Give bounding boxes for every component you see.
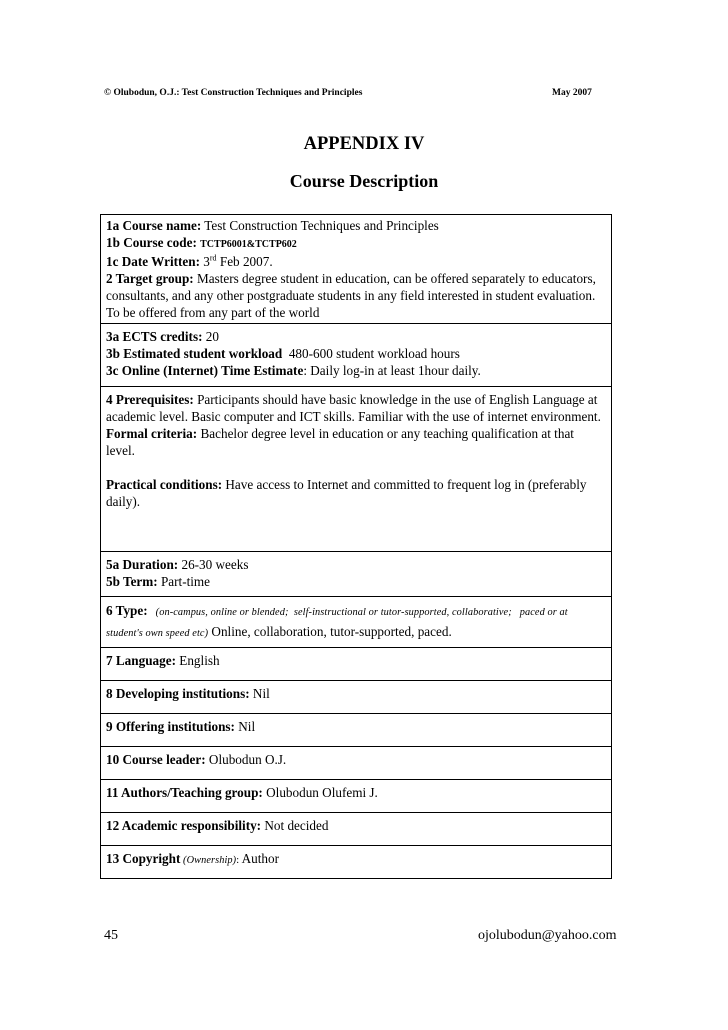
- copyright-value: Author: [241, 851, 280, 866]
- date-suffix: rd: [209, 253, 217, 263]
- page-number: 45: [104, 928, 118, 943]
- table-row-credits: [101, 324, 612, 387]
- prerequisites-label: 4 Prerequisites:: [106, 392, 194, 407]
- type-value: Online, collaboration, tutor-supported, paced.: [208, 624, 452, 639]
- table-row-course-info: [101, 215, 612, 324]
- duration-value: 26-30 weeks: [178, 557, 249, 572]
- target-group-line: [106, 270, 606, 321]
- online-time-label: 3c Online (Internet) Time Estimate: [106, 363, 304, 378]
- table-cell: [101, 714, 612, 747]
- offering-institutions-label: 9 Offering institutions:: [106, 719, 235, 734]
- practical-conditions-value: Have access to Internet and committed to frequent log in (preferably daily).: [106, 477, 587, 509]
- date-written-line: [106, 253, 606, 270]
- duration-label: 5a Duration:: [106, 557, 179, 572]
- course-leader-value: Olubodun O.J.: [205, 752, 287, 767]
- course-code-label: 1b Course code:: [106, 235, 197, 250]
- table-row-authors: [101, 780, 612, 813]
- formal-criteria-value: Bachelor degree level in education or any teaching qualification at that level.: [106, 426, 574, 458]
- date-written-label: 1c Date Written:: [106, 254, 200, 269]
- academic-responsibility-label: 12 Academic responsibility:: [106, 818, 262, 833]
- course-name-line: [106, 217, 606, 234]
- academic-responsibility-value: Not decided: [261, 818, 329, 833]
- table-cell: [101, 648, 612, 681]
- date-day: 3: [200, 254, 210, 269]
- copyright-label: 13 Copyright: [106, 851, 181, 866]
- table-cell: [101, 846, 612, 879]
- table-row-copyright: [101, 846, 612, 879]
- formal-criteria-label: Formal criteria:: [106, 426, 198, 441]
- authors-value: Olubodun Olufemi J.: [262, 785, 378, 800]
- appendix-title: [0, 134, 728, 155]
- language-value: English: [175, 653, 220, 668]
- workload-label: 3b Estimated student workload: [106, 346, 283, 361]
- course-description-table: [100, 214, 612, 879]
- formal-criteria-line: [106, 425, 606, 459]
- table-cell: [101, 747, 612, 780]
- term-value: Part-time: [157, 574, 211, 589]
- table-row-offering-institutions: [101, 714, 612, 747]
- course-name-label: 1a Course name:: [106, 218, 202, 233]
- developing-institutions-value: Nil: [249, 686, 270, 701]
- course-code-line: [106, 234, 606, 253]
- type-hint: (on-campus, online or blended; self-instructional or tutor-supported, collaborative; paced or at student's own speed etc): [106, 607, 571, 639]
- online-time-line: [106, 362, 606, 379]
- table-cell: [101, 552, 612, 597]
- table-cell: [101, 681, 612, 714]
- table-row-type: [101, 597, 612, 648]
- table-row-duration: [101, 552, 612, 597]
- table-cell: [101, 324, 612, 387]
- prerequisites-value: Participants should have basic knowledge in the use of English Language at academic level. Basic computer and ICT skills. Familiar with the use of internet environment.: [106, 392, 601, 424]
- developing-institutions-label: 8 Developing institutions:: [106, 686, 250, 701]
- footer-email: ojolubodun@yahoo.com: [478, 928, 617, 943]
- table-cell: [101, 813, 612, 846]
- running-header-date: May 2007: [552, 88, 592, 98]
- copyright-colon: :: [236, 855, 242, 866]
- target-group-label: 2 Target group:: [106, 271, 194, 286]
- ects-label: 3a ECTS credits:: [106, 329, 203, 344]
- course-description-text: Course Description: [289, 171, 439, 191]
- course-leader-label: 10 Course leader:: [106, 752, 206, 767]
- table-cell: [101, 597, 612, 648]
- workload-line: [106, 345, 606, 362]
- practical-conditions-label: Practical conditions:: [106, 477, 223, 492]
- table-cell: [101, 780, 612, 813]
- offering-institutions-value: Nil: [234, 719, 256, 734]
- table-row-course-leader: [101, 747, 612, 780]
- term-label: 5b Term:: [106, 574, 158, 589]
- running-header-left: [104, 88, 362, 98]
- copyright-hint: (Ownership): [180, 855, 237, 866]
- course-code-value: TCTP6001&TCTP602: [200, 239, 297, 250]
- workload-value: 480-600 student workload hours: [282, 346, 460, 361]
- ects-line: [106, 328, 606, 345]
- term-line: [106, 573, 606, 590]
- date-rest: Feb 2007.: [216, 254, 273, 269]
- type-label: 6 Type:: [106, 603, 148, 618]
- course-name-value: Test Construction Techniques and Principles: [201, 218, 439, 233]
- table-row-academic-responsibility: [101, 813, 612, 846]
- copyright-symbol: ©: [104, 88, 112, 98]
- ects-value: 20: [202, 329, 219, 344]
- table-cell: [101, 387, 612, 552]
- language-label: 7 Language:: [106, 653, 176, 668]
- table-row-developing-institutions: [101, 681, 612, 714]
- spacer: [106, 459, 606, 476]
- table-row-prerequisites: [101, 387, 612, 552]
- appendix-title-text: APPENDIX IV: [303, 134, 425, 154]
- online-time-value: : Daily log-in at least 1hour daily.: [303, 363, 481, 378]
- prerequisites-line: [106, 391, 606, 425]
- table-cell: [101, 215, 612, 324]
- duration-line: [106, 556, 606, 573]
- table-row-language: [101, 648, 612, 681]
- target-group-value: Masters degree student in education, can be offered separately to educators, consultants, and any other postgraduate students in any field interested in student evaluation. To be offered from any part of the world: [106, 271, 596, 320]
- practical-conditions-line: [106, 476, 606, 510]
- course-description-heading: [0, 171, 728, 192]
- authors-label: 11 Authors/Teaching group:: [106, 785, 263, 800]
- running-header-text: Olubodun, O.J.: Test Construction Techniques and Principles: [113, 88, 363, 98]
